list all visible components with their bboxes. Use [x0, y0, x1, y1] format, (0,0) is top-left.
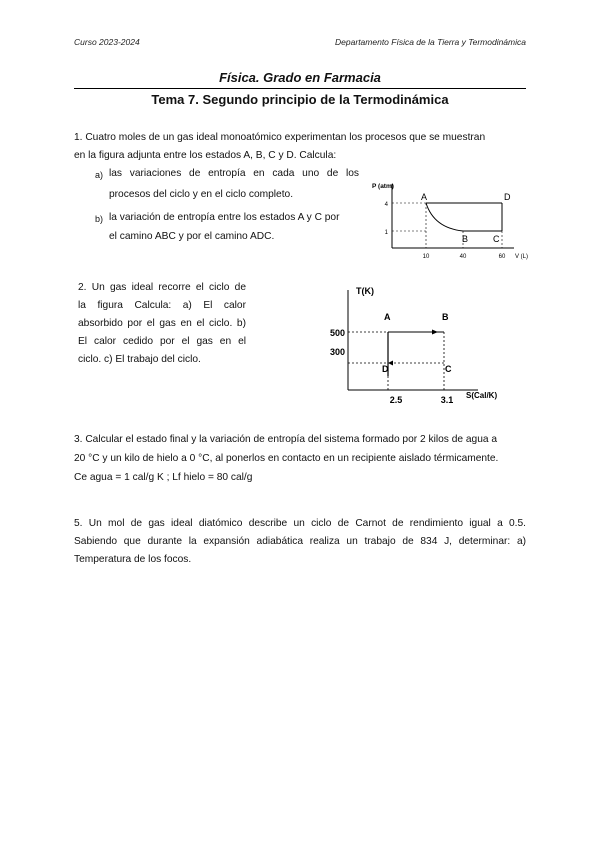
figure-2-ts-diagram — [318, 280, 518, 405]
problem-2-line-2: la figura Calcula: a) El calor — [78, 300, 246, 311]
header-course: Curso 2023-2024 — [74, 37, 140, 47]
figure-2-x-tick-31: 3.1 — [440, 395, 454, 405]
problem-3-line-2: 20 °C y un kilo de hielo a 0 °C, al ponerlos en contacto en un recipiente aislado térmicamente. — [74, 453, 499, 464]
problem-3-line-1: 3. Calcular el estado final y la variación de entropía del sistema formado por 2 kilos de agua a — [74, 434, 498, 445]
problem-5-line-2: Sabiendo que durante la expansión adiabática realiza un trabajo de 834 J, determinar: a) — [74, 536, 526, 547]
figure-1-point-a: A — [421, 192, 428, 202]
figure-2-point-c: C — [445, 364, 452, 374]
figure-1-y-tick-1: 1 — [384, 230, 388, 236]
problem-2-line-5: ciclo. c) El trabajo del ciclo. — [78, 354, 201, 365]
problem-1a-label: a) — [95, 170, 104, 180]
figure-1-point-b: B — [462, 234, 469, 244]
figure-1-x-tick-10: 10 — [422, 254, 430, 260]
problem-1b-line-1: la variación de entropía entre los estados A y C por — [109, 212, 340, 223]
problem-1b-label: b) — [95, 214, 104, 224]
problem-5-line-1: 5. Un mol de gas ideal diatómico describe un ciclo de Carnot de rendimiento igual a 0.5. — [74, 518, 526, 529]
figure-2-point-a: A — [384, 312, 391, 322]
problem-2-line-4: El calor cedido por el gas en el — [78, 336, 246, 347]
problem-1a-line-2: procesos del ciclo y en el ciclo completo. — [109, 189, 294, 200]
subject-title: Física. Grado en Farmacia — [219, 70, 381, 85]
problem-5-line-3: Temperatura de los focos. — [74, 554, 192, 565]
figure-2-x-tick-25: 2.5 — [389, 395, 403, 405]
problem-1b-line-2: el camino ABC y por el camino ADC. — [109, 231, 275, 242]
header-department: Departamento Física de la Tierra y Termodinámica — [335, 37, 526, 47]
figure-1-curve-ab — [426, 203, 463, 231]
figure-1-pv-diagram — [360, 176, 540, 266]
figure-2-arrow-left — [388, 361, 393, 366]
problem-1-line-2: en la figura adjunta entre los estados A, B, C y D. Calcula: — [74, 150, 337, 161]
figure-1-x-tick-40: 40 — [459, 254, 467, 260]
figure-1-point-d: D — [504, 192, 511, 202]
figure-2-x-label: S(Cal/K) — [466, 391, 498, 400]
figure-1-x-tick-60: 60 — [498, 254, 506, 260]
figure-2-point-d: D — [382, 364, 389, 374]
problem-2-line-3: absorbido por el gas en el ciclo. b) — [78, 318, 246, 329]
figure-1-point-c: C — [493, 234, 500, 244]
figure-2-y-tick-500: 500 — [329, 328, 345, 338]
figure-2-arrow-right — [432, 330, 438, 335]
problem-3-line-3: Ce agua = 1 cal/g K ; Lf hielo = 80 cal/g — [74, 472, 253, 483]
figure-1-y-tick-4: 4 — [384, 202, 388, 208]
problem-1a-line-1: las variaciones de entropía en cada uno de los — [109, 168, 359, 179]
figure-1-y-label: P (atm) — [372, 183, 394, 190]
figure-2-y-label: T(K) — [356, 286, 374, 296]
problem-2-line-1: 2. Un gas ideal recorre el ciclo de — [78, 282, 246, 293]
topic-title: Tema 7. Segundo principio de la Termodinámica — [151, 92, 449, 107]
figure-1-x-label: V (L) — [515, 254, 529, 260]
title-divider — [74, 88, 526, 89]
problem-1-line-1: 1. Cuatro moles de un gas ideal monoatómico experimentan los procesos que se muestran — [74, 132, 486, 143]
figure-2-point-b: B — [442, 312, 449, 322]
figure-2-y-tick-300: 300 — [329, 347, 345, 357]
